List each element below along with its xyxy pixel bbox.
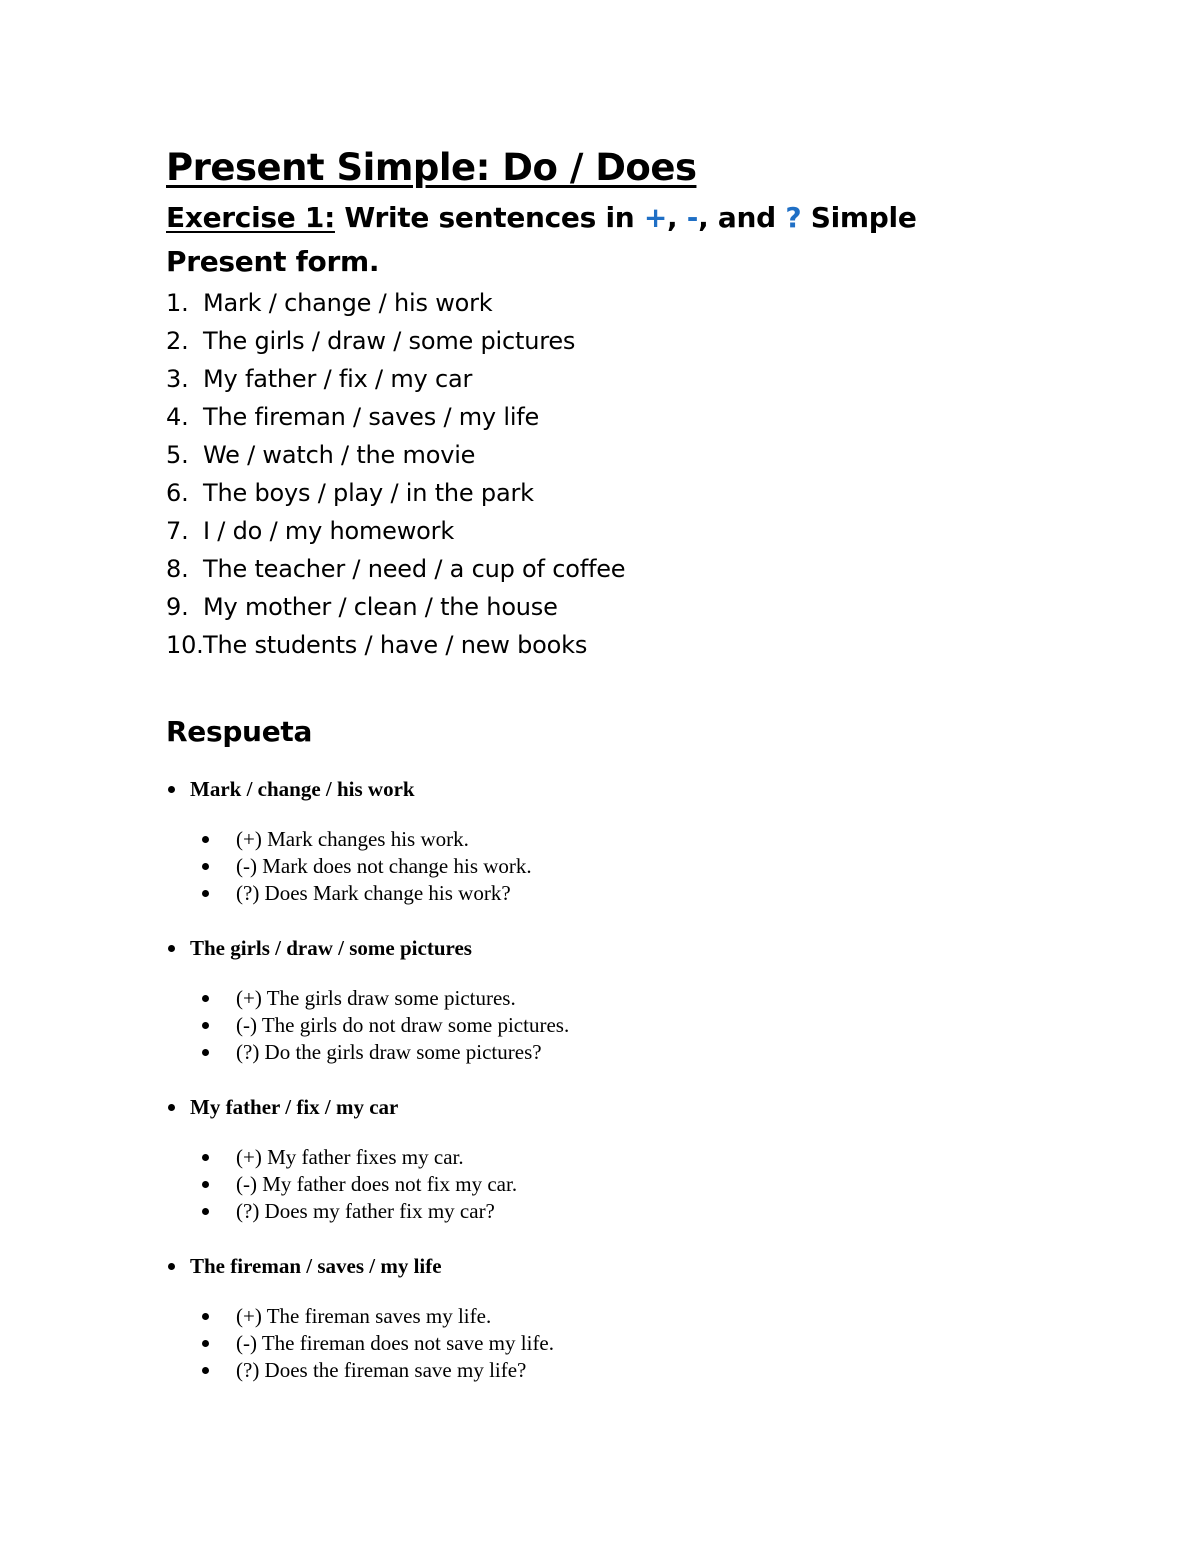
answer-line bbox=[202, 1330, 1066, 1357]
bullet-icon bbox=[202, 1154, 209, 1161]
answer-group-heading-text: The girls / draw / some pictures bbox=[190, 936, 472, 960]
plus-symbol: + bbox=[643, 201, 667, 234]
answer-line bbox=[202, 985, 1066, 1012]
answer-line bbox=[202, 880, 1066, 907]
exercise-item bbox=[166, 550, 1066, 588]
answer-line-text: (-) My father does not fix my car. bbox=[236, 1172, 518, 1196]
exercise-item bbox=[166, 322, 1066, 360]
exercise-item bbox=[166, 626, 1066, 664]
bullet-icon bbox=[202, 836, 209, 843]
answer-line bbox=[202, 826, 1066, 853]
separator-2: , and bbox=[698, 201, 786, 234]
question-symbol: ? bbox=[785, 201, 802, 234]
exercise-item bbox=[166, 512, 1066, 550]
answer-group bbox=[166, 1092, 1066, 1225]
answer-groups bbox=[166, 774, 1066, 1384]
item-text: The teacher / need / a cup of coffee bbox=[203, 555, 626, 583]
instructions-text-end: Simple Present form. bbox=[166, 201, 917, 278]
item-number: 8. bbox=[166, 555, 189, 583]
answer-group-heading-text: My father / fix / my car bbox=[190, 1095, 399, 1119]
bullet-icon bbox=[202, 1022, 209, 1029]
answer-line bbox=[202, 1039, 1066, 1066]
bullet-icon bbox=[168, 786, 175, 793]
answer-line-text: (-) Mark does not change his work. bbox=[236, 854, 532, 878]
exercise-item-list bbox=[166, 284, 1066, 664]
item-text: I / do / my homework bbox=[203, 517, 455, 545]
item-text: My mother / clean / the house bbox=[203, 593, 558, 621]
answer-line-text: (?) Do the girls draw some pictures? bbox=[236, 1040, 542, 1064]
answer-line-text: (?) Does my father fix my car? bbox=[236, 1199, 495, 1223]
answer-line-text: (?) Does Mark change his work? bbox=[236, 881, 511, 905]
answer-group-heading bbox=[166, 1092, 1066, 1122]
item-text: The girls / draw / some pictures bbox=[203, 327, 576, 355]
answer-line bbox=[202, 1012, 1066, 1039]
bullet-icon bbox=[202, 1181, 209, 1188]
exercise-item bbox=[166, 474, 1066, 512]
item-number: 4. bbox=[166, 403, 189, 431]
answer-line-text: (-) The girls do not draw some pictures. bbox=[236, 1013, 570, 1037]
bullet-icon bbox=[202, 1340, 209, 1347]
bullet-icon bbox=[202, 995, 209, 1002]
item-text: The students / have / new books bbox=[203, 631, 588, 659]
answer-list bbox=[166, 1144, 1066, 1225]
answer-line-text: (+) My father fixes my car. bbox=[236, 1145, 464, 1169]
bullet-icon bbox=[202, 1313, 209, 1320]
item-number: 9. bbox=[166, 593, 189, 621]
exercise-instructions bbox=[166, 196, 996, 284]
answer-line bbox=[202, 853, 1066, 880]
answer-group-heading-text: Mark / change / his work bbox=[190, 777, 415, 801]
bullet-icon bbox=[202, 1367, 209, 1374]
exercise-item bbox=[166, 360, 1066, 398]
item-number: 3. bbox=[166, 365, 189, 393]
answer-list bbox=[166, 826, 1066, 907]
bullet-icon bbox=[168, 945, 175, 952]
exercise-item bbox=[166, 398, 1066, 436]
answer-group-heading-text: The fireman / saves / my life bbox=[190, 1254, 442, 1278]
item-text: The boys / play / in the park bbox=[203, 479, 534, 507]
document-page bbox=[166, 140, 1066, 1410]
answer-line-text: (-) The fireman does not save my life. bbox=[236, 1331, 555, 1355]
item-number: 2. bbox=[166, 327, 189, 355]
item-number: 7. bbox=[166, 517, 189, 545]
answer-line bbox=[202, 1357, 1066, 1384]
answer-line-text: (?) Does the fireman save my life? bbox=[236, 1358, 527, 1382]
answer-line bbox=[202, 1171, 1066, 1198]
bullet-icon bbox=[202, 863, 209, 870]
bullet-icon bbox=[168, 1263, 175, 1270]
bullet-icon bbox=[202, 1208, 209, 1215]
answers-heading: Respueta bbox=[166, 715, 313, 748]
answer-group-heading bbox=[166, 933, 1066, 963]
answer-line bbox=[202, 1303, 1066, 1330]
answer-line bbox=[202, 1198, 1066, 1225]
answer-group bbox=[166, 1251, 1066, 1384]
minus-symbol: - bbox=[686, 201, 699, 234]
exercise-item bbox=[166, 436, 1066, 474]
answer-group-heading bbox=[166, 774, 1066, 804]
answer-list bbox=[166, 1303, 1066, 1384]
item-number: 10. bbox=[166, 631, 204, 659]
answer-line-text: (+) The fireman saves my life. bbox=[236, 1304, 492, 1328]
answer-line bbox=[202, 1144, 1066, 1171]
item-number: 1. bbox=[166, 289, 189, 317]
answer-line-text: (+) The girls draw some pictures. bbox=[236, 986, 516, 1010]
exercise-item bbox=[166, 588, 1066, 626]
answer-line-text: (+) Mark changes his work. bbox=[236, 827, 469, 851]
bullet-icon bbox=[202, 1049, 209, 1056]
item-text: The fireman / saves / my life bbox=[203, 403, 540, 431]
item-text: Mark / change / his work bbox=[203, 289, 493, 317]
answer-group bbox=[166, 774, 1066, 907]
answer-group-heading bbox=[166, 1251, 1066, 1281]
answer-group bbox=[166, 933, 1066, 1066]
answer-list bbox=[166, 985, 1066, 1066]
page-title: Present Simple: Do / Does bbox=[166, 146, 697, 189]
item-number: 5. bbox=[166, 441, 189, 469]
bullet-icon bbox=[202, 890, 209, 897]
item-text: My father / fix / my car bbox=[203, 365, 473, 393]
exercise-label: Exercise 1: bbox=[166, 201, 335, 234]
bullet-icon bbox=[168, 1104, 175, 1111]
instructions-text: Write sentences in bbox=[334, 201, 644, 234]
item-text: We / watch / the movie bbox=[203, 441, 476, 469]
item-number: 6. bbox=[166, 479, 189, 507]
exercise-item bbox=[166, 284, 1066, 322]
separator-1: , bbox=[667, 201, 687, 234]
